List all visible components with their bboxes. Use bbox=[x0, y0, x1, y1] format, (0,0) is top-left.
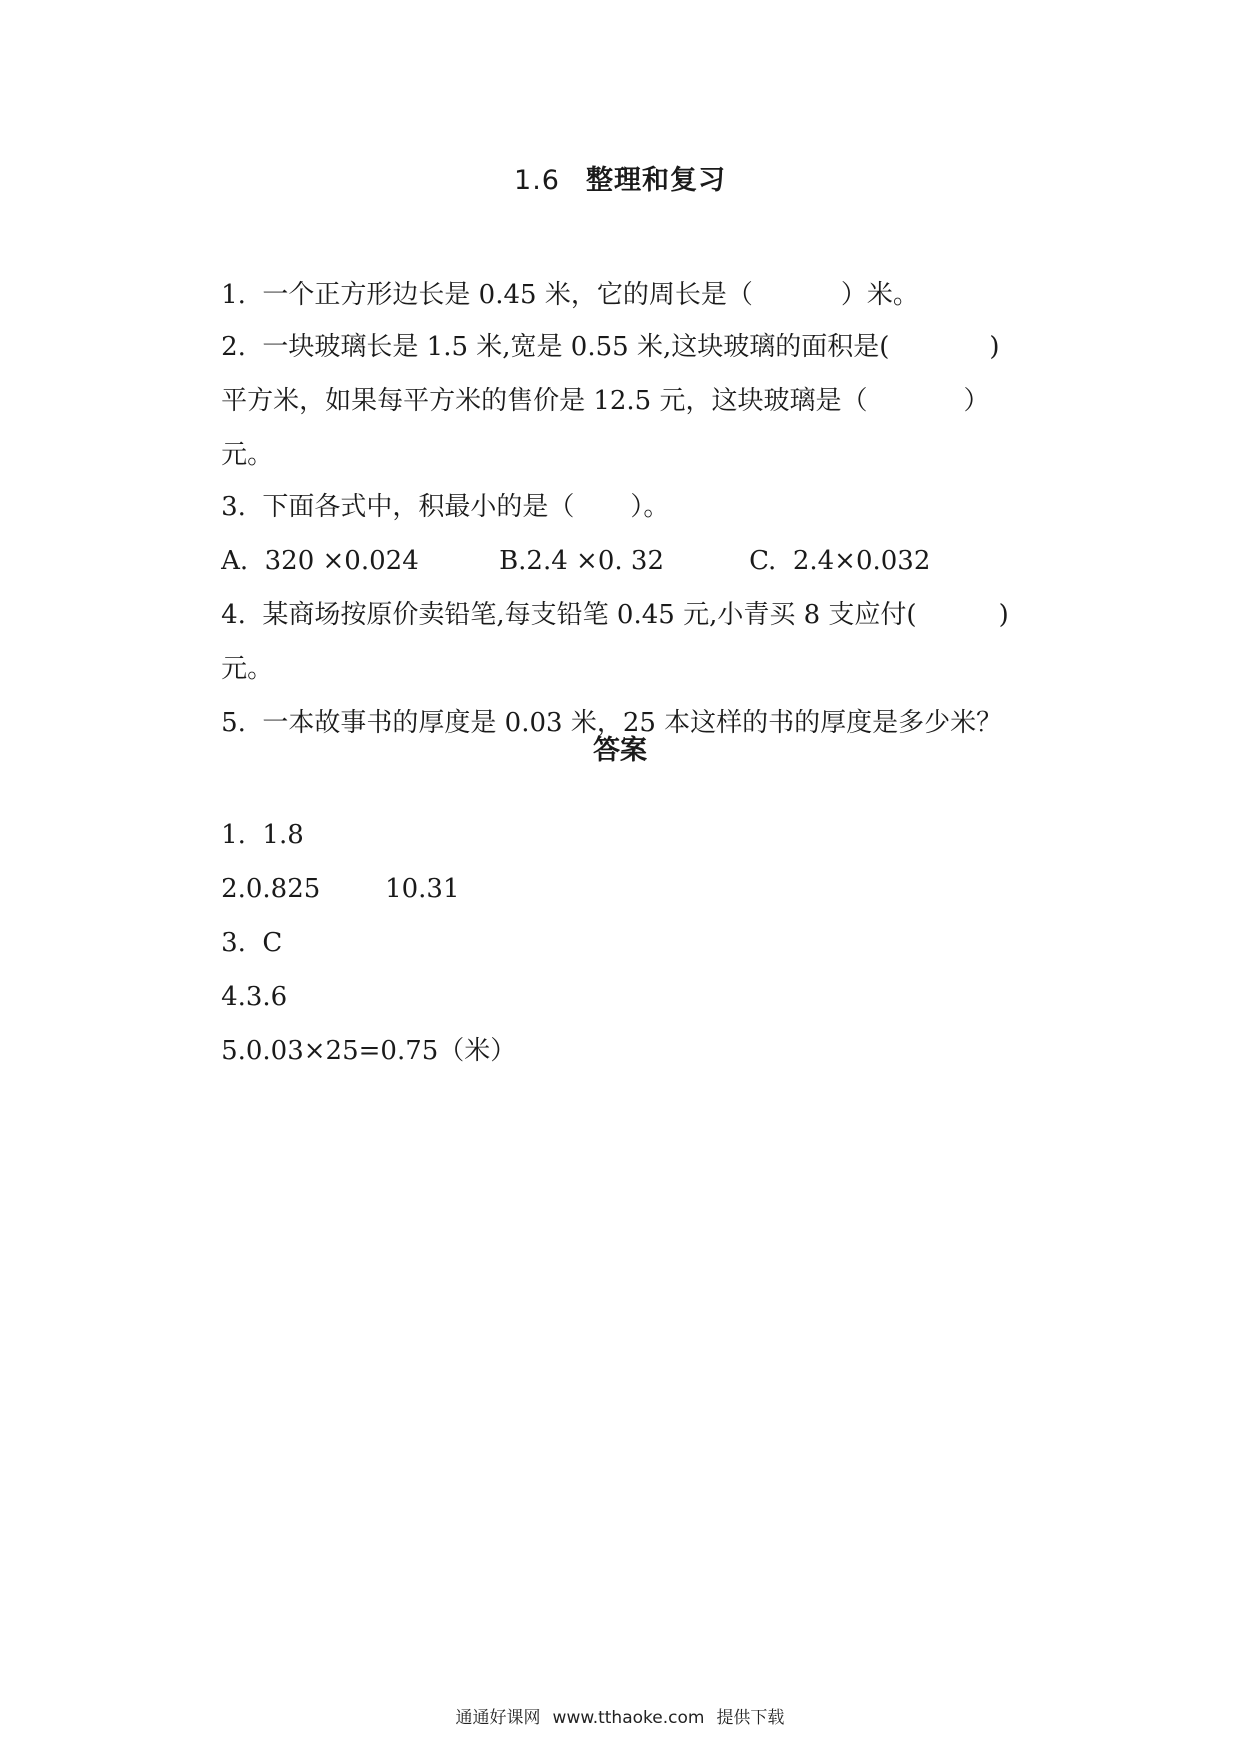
question-4-close: ) bbox=[998, 600, 1009, 630]
question-4-line-1 bbox=[188, 564, 1009, 666]
question-4-text: 4. 某商场按原价卖铅笔,每支铅笔 0.45 元,小青买 8 支应付( bbox=[221, 600, 917, 630]
footer-note: 提供下载 bbox=[716, 1708, 785, 1728]
answer-2-first: 2.0.825 bbox=[221, 874, 321, 904]
question-1-text: 1. 一个正方形边长是 0.45 米，它的周长是（ bbox=[221, 280, 753, 310]
page-title bbox=[0, 158, 1240, 197]
answer-3-text: 3. C bbox=[221, 928, 283, 958]
answer-5 bbox=[188, 1000, 516, 1102]
question-3-suffix: ）。 bbox=[630, 492, 670, 522]
answer-1-text: 1. 1.8 bbox=[221, 820, 304, 850]
answer-2-second: 10.31 bbox=[385, 874, 460, 904]
question-2-line-2 bbox=[188, 350, 990, 452]
question-2-close-2: ） bbox=[963, 386, 990, 416]
footer-url[interactable]: www.tthaoke.com bbox=[552, 1708, 705, 1728]
answer-4-text: 4.3.6 bbox=[221, 982, 288, 1012]
answers-heading: 答案 bbox=[593, 735, 647, 766]
option-a-text: A. 320 ×0.024 bbox=[221, 546, 419, 576]
option-b-text: B.2.4 ×0. 32 bbox=[499, 546, 664, 576]
question-2-text-2: 平方米，如果每平方米的售价是 12.5 元，这块玻璃是（ bbox=[221, 386, 868, 416]
footer-site-name: 通通好课网 bbox=[455, 1708, 541, 1728]
answer-5-text: 5.0.03×25=0.75（米） bbox=[221, 1036, 517, 1066]
question-1-suffix: ）米。 bbox=[840, 280, 919, 310]
page-footer bbox=[0, 1703, 1240, 1728]
question-2-unit: 元。 bbox=[221, 440, 274, 470]
answer-2-second-value bbox=[352, 838, 460, 940]
option-c-text: C. 2.4×0.032 bbox=[749, 546, 931, 576]
title-number: 1.6 bbox=[514, 165, 560, 196]
title-text: 整理和复习 bbox=[585, 165, 726, 196]
question-4-unit: 元。 bbox=[221, 654, 274, 684]
question-3-text: 3. 下面各式中，积最小的是（ bbox=[221, 492, 575, 522]
question-2-close-1: ) bbox=[989, 332, 1000, 362]
question-5-text: 5. 一本故事书的厚度是 0.03 米，25 本这样的书的厚度是多少米？ bbox=[221, 708, 1003, 738]
question-2-text: 2. 一块玻璃长是 1.5 米,宽是 0.55 米,这块玻璃的面积是( bbox=[221, 332, 890, 362]
